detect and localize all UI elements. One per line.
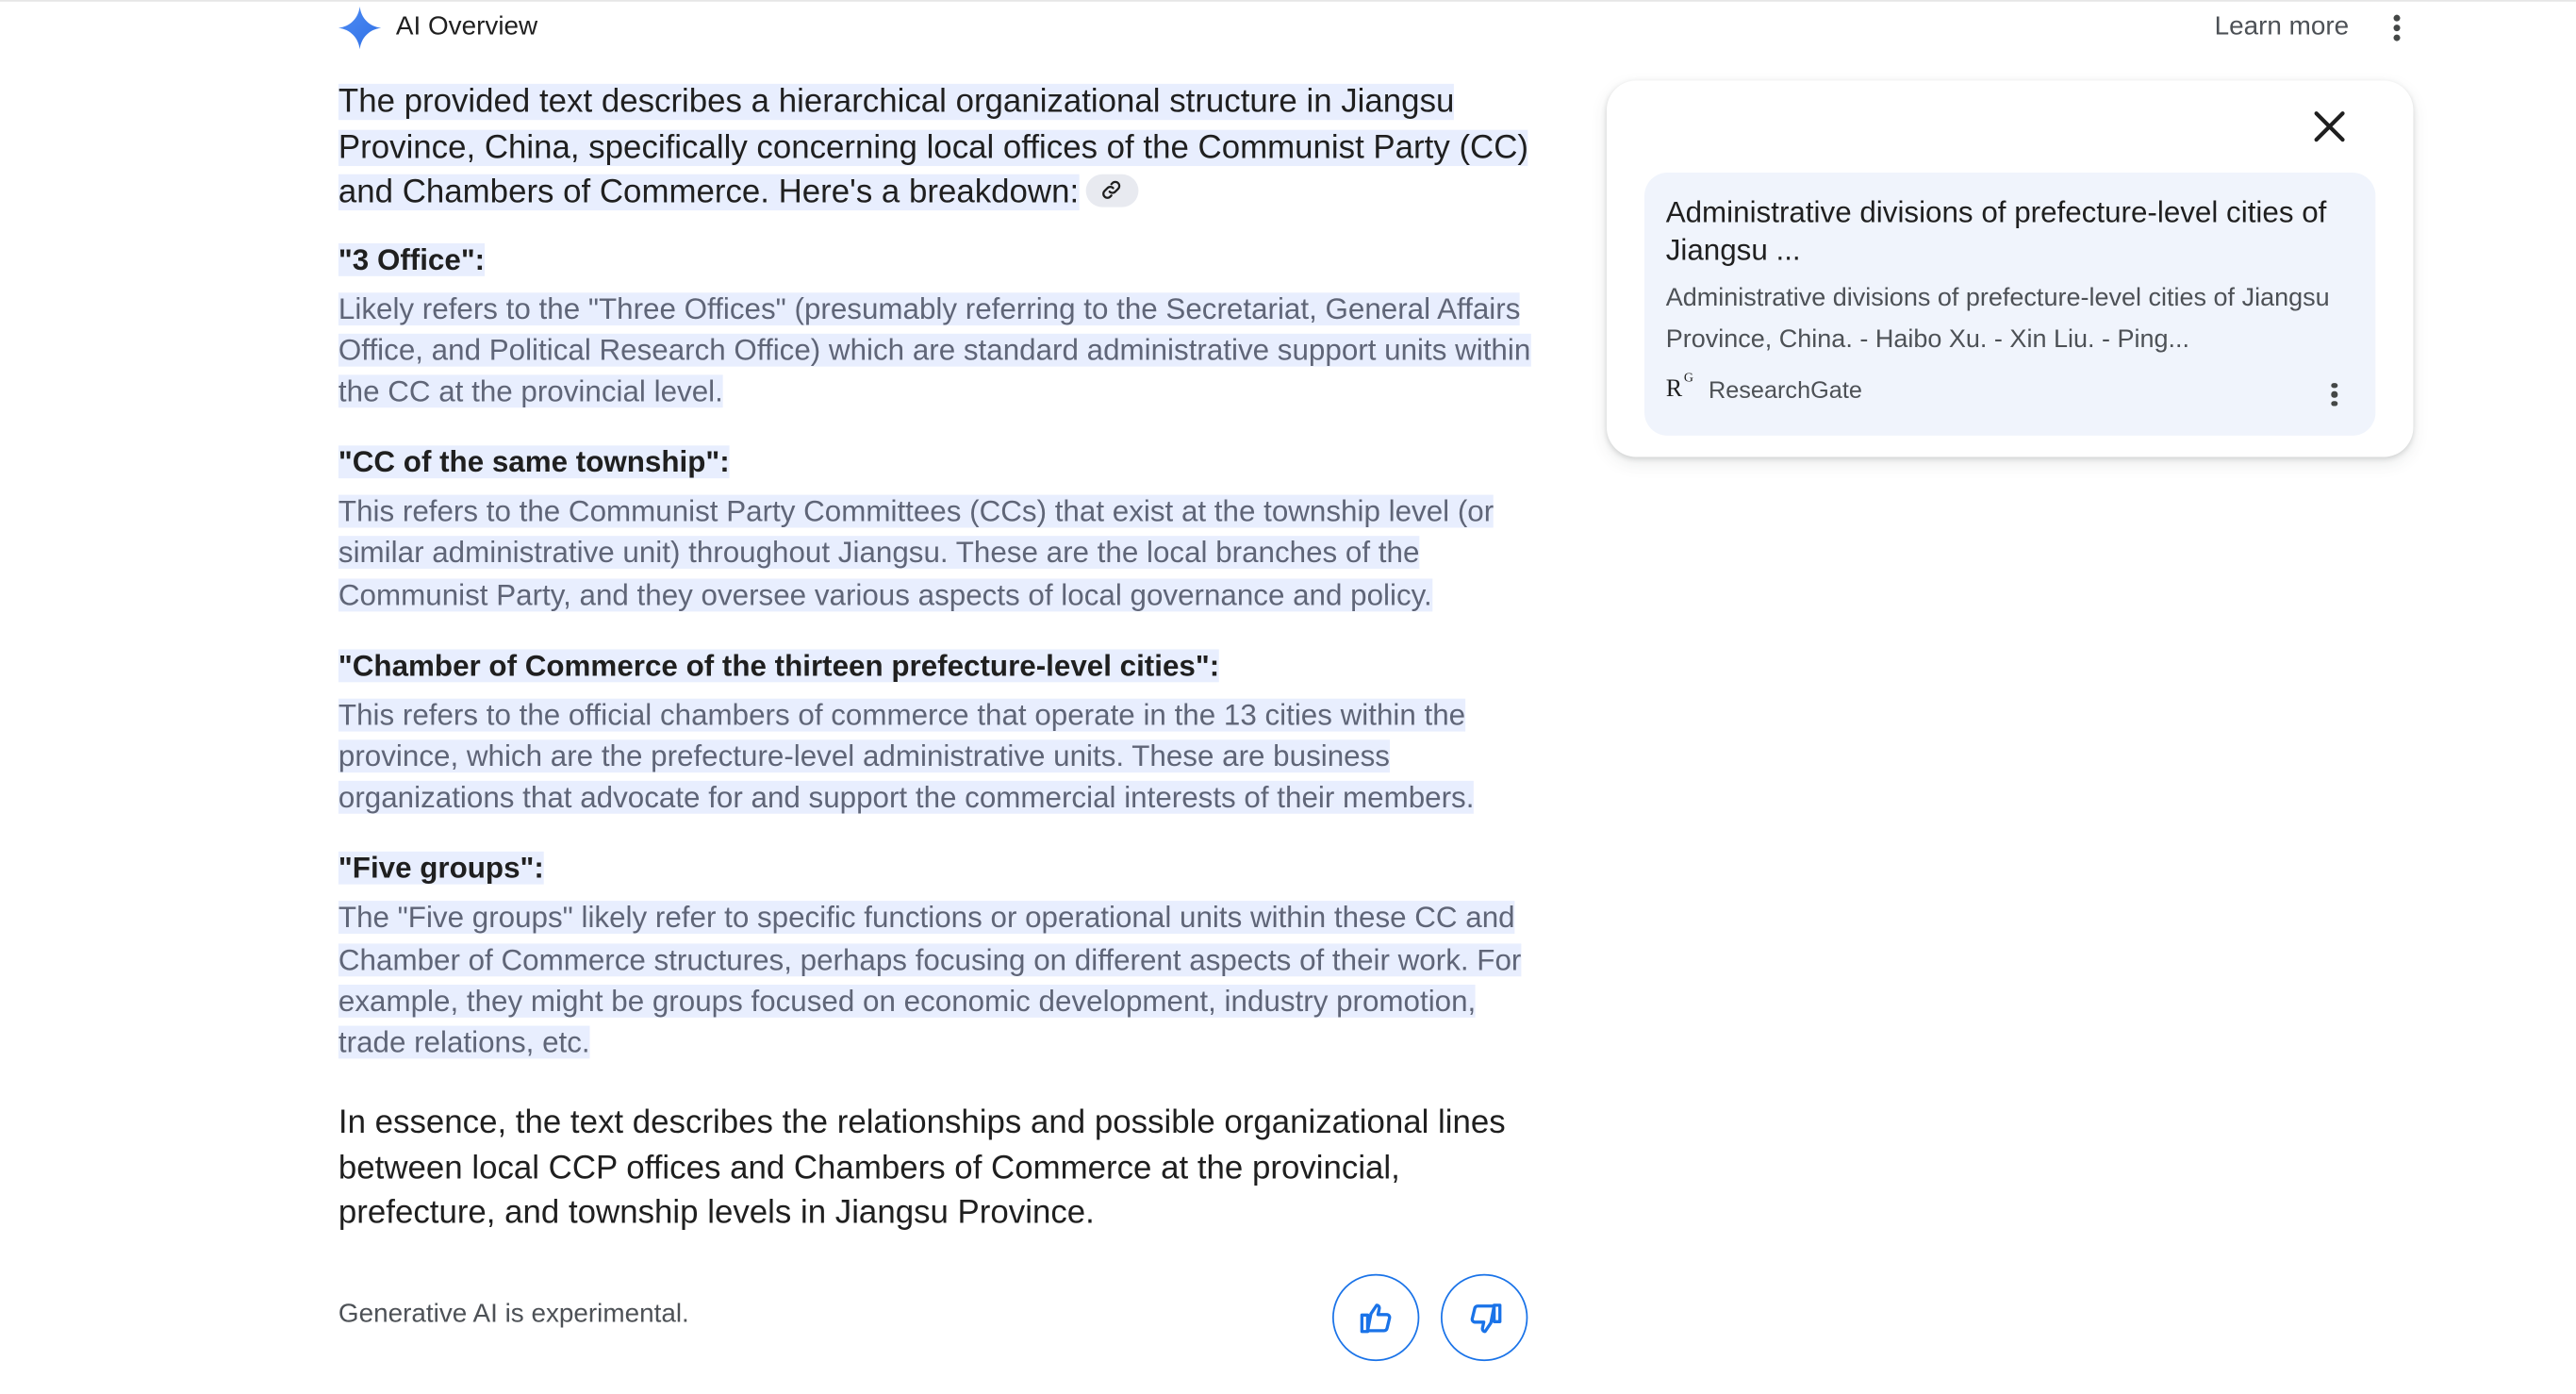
section-body: Likely refers to the "Three Offices" (presumably referring to the Secretariat, General Affairs Office, and Political Research Office) which are standard administrative support units within the CC at the provincial level. [338,291,1531,408]
section-heading: "3 Office": [338,242,486,275]
sources-panel [1607,80,2413,456]
thumbs-down-icon [1464,1298,1504,1337]
thumbs-up-icon [1356,1298,1395,1337]
source-publisher: ResearchGate [1708,376,1862,404]
more-options-icon[interactable] [2382,9,2411,45]
section-body: This refers to the official chambers of commerce that operate in the 13 cities within the province, which are the prefecture-level administrative units. These are business organizations that advocate for and support the commercial interests of their members. [338,698,1475,814]
source-link-card[interactable] [1644,173,2375,436]
section-3-office [339,240,1538,413]
section-heading: "Chamber of Commerce of the thirteen prefecture-level cities": [338,648,1220,682]
section-five-groups [339,849,1538,1064]
intro-text: The provided text describes a hierarchical organizational structure in Jiangsu Province, China, specifically concerning local offices of the Communist Party (CC) and Chambers of Commerce. Here's a breakdown: [338,83,1528,211]
source-meta [1665,370,1862,405]
thumbs-up-button[interactable] [1332,1274,1419,1361]
section-chamber-of-commerce [339,645,1538,819]
overview-header [339,3,537,52]
section-cc-township [339,442,1538,616]
overview-content [339,80,1538,1063]
source-title[interactable]: Administrative divisions of prefecture-level cities of Jiangsu ... [1665,195,2327,267]
top-divider [0,0,2576,2]
section-heading: "CC of the same township": [338,445,730,479]
section-heading: "Five groups": [338,852,544,886]
section-body: This refers to the Communist Party Committees (CCs) that exist at the township level (or similar administrative unit) throughout Jiangsu. These are the local branches of the Communist Party, and they oversee various aspects of local governance and policy. [338,494,1494,611]
overview-title: AI Overview [395,12,538,41]
ai-disclaimer: Generative AI is experimental. [338,1300,689,1329]
thumbs-down-button[interactable] [1441,1274,1527,1361]
overview-closing: In essence, the text describes the relationships and possible organizational lines between local CCP offices and Chambers of Commerce at the provincial, prefecture, and township levels in Jiangsu Province. [338,1104,1506,1232]
link-icon[interactable] [1085,174,1138,207]
gemini-sparkle-icon [339,7,381,49]
learn-more-link[interactable]: Learn more [2214,12,2350,41]
researchgate-logo-icon: R G [1665,370,1693,404]
source-more-icon[interactable] [2323,380,2346,409]
close-icon[interactable] [2310,107,2350,146]
source-snippet: Administrative divisions of prefecture-level cities of Jiangsu Province, China. - Haibo Xu. - Xin Liu. - Ping... [1665,284,2330,354]
overview-intro [339,80,1538,216]
section-body: The "Five groups" likely refer to specific functions or operational units within these CC and Chamber of Commerce structures, perhaps focusing on different aspects of their work. For example, they might be groups focused on economic development, industry promotion, trade relations, etc. [338,901,1522,1059]
